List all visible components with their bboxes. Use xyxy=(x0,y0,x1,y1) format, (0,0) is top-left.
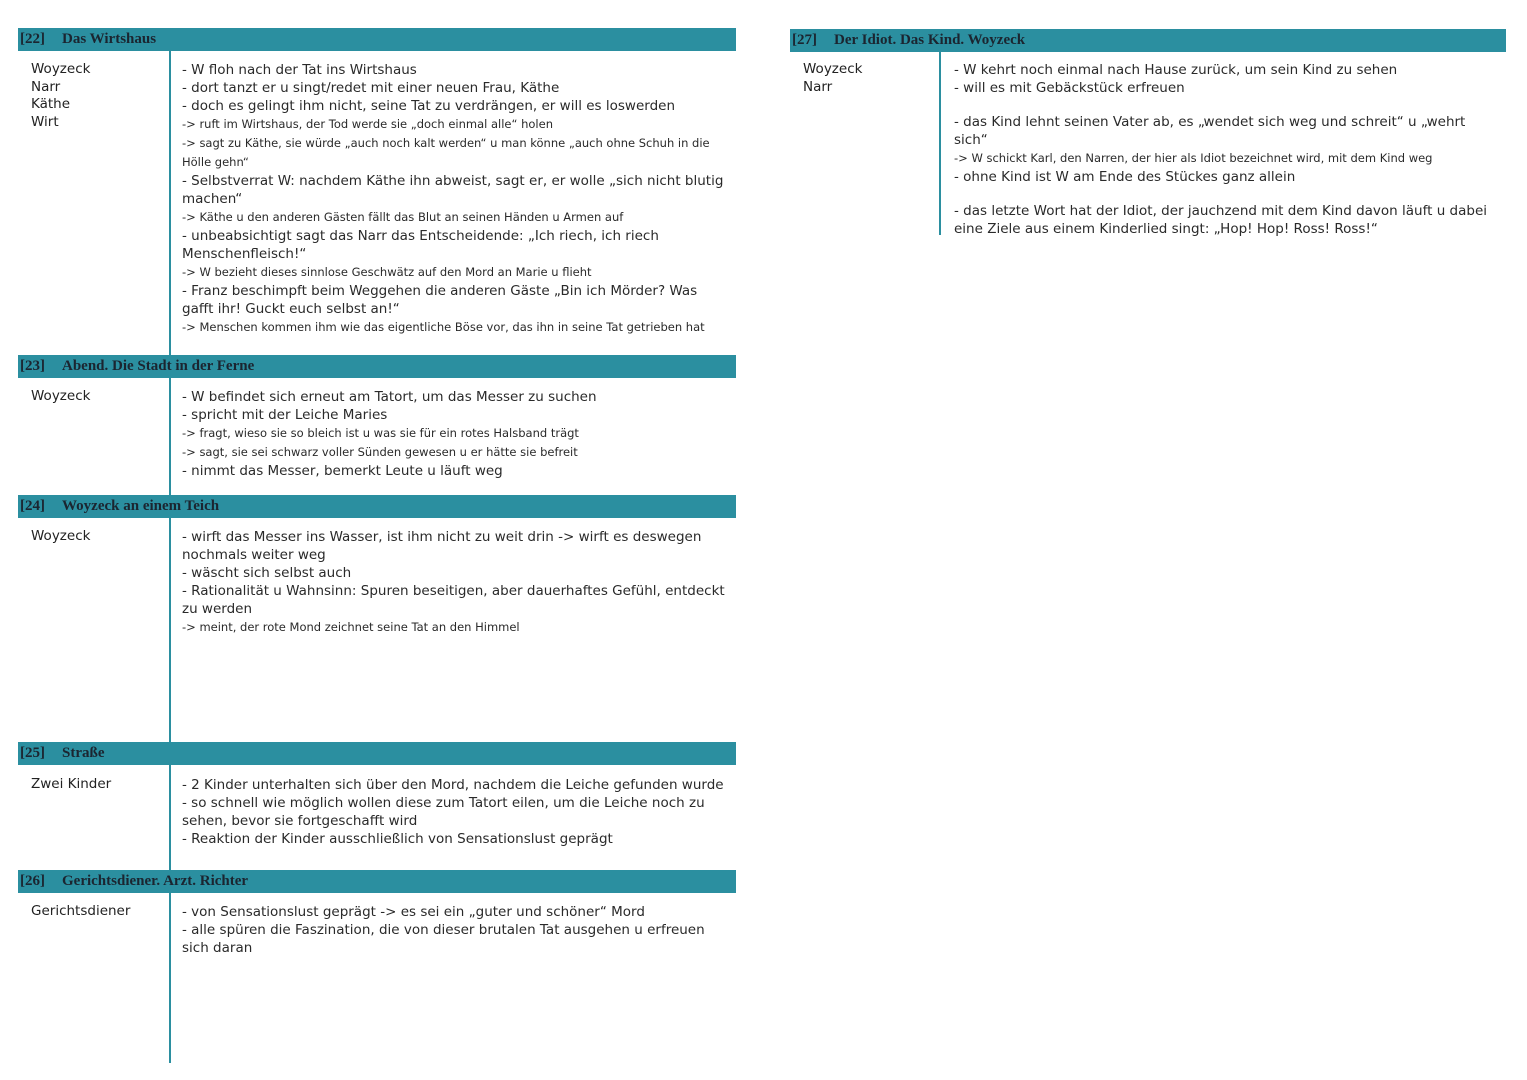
character: Narr xyxy=(31,78,61,95)
scene-number: [24] xyxy=(20,498,45,514)
note-line: - unbeabsichtigt sagt das Narr das Entscheidende: „Ich riech, ich riech xyxy=(182,228,659,244)
scene-title: Woyzeck an einem Teich xyxy=(62,498,220,514)
scene-title: Gerichtsdiener. Arzt. Richter xyxy=(62,873,249,889)
note-line: - will es mit Gebäckstück erfreuen xyxy=(954,80,1185,96)
note-subline: -> sagt zu Käthe, sie würde „auch noch kalt werden“ u man könne „auch ohne Schuh in die xyxy=(182,136,710,150)
character: Woyzeck xyxy=(31,61,91,77)
scene-27-header xyxy=(790,29,1506,52)
column-divider xyxy=(169,378,171,495)
note-line: - Rationalität u Wahnsinn: Spuren beseitigen, aber dauerhaftes Gefühl, entdeckt xyxy=(182,583,725,599)
column-divider xyxy=(939,52,941,235)
character: Woyzeck xyxy=(803,61,863,77)
scene-26-notes xyxy=(182,903,728,957)
note-subline: -> fragt, wieso sie so bleich ist u was sie für ein rotes Halsband trägt xyxy=(182,426,579,440)
note-line: - W floh nach der Tat ins Wirtshaus xyxy=(182,62,417,78)
note-line: gafft ihr! Guckt euch selbst an!“ xyxy=(182,301,400,317)
note-line: sehen, bevor sie fortgeschafft wird xyxy=(182,813,418,829)
column-divider xyxy=(169,51,171,355)
scene-22-characters xyxy=(31,61,171,131)
note-line: - von Sensationslust geprägt -> es sei ein „guter und schöner“ Mord xyxy=(182,904,645,920)
note-line: - wäscht sich selbst auch xyxy=(182,565,352,581)
scene-25-notes xyxy=(182,776,728,848)
spacer xyxy=(954,186,1498,202)
scene-27-characters xyxy=(803,61,943,96)
column-divider xyxy=(169,893,171,1063)
scene-title: Straße xyxy=(62,745,105,761)
scene-23-notes xyxy=(182,388,728,480)
character: Zwei Kinder xyxy=(31,776,112,792)
note-line: machen“ xyxy=(182,191,243,207)
scene-22-header xyxy=(18,28,736,51)
scene-number: [22] xyxy=(20,31,45,47)
scene-number: [25] xyxy=(20,745,45,761)
note-subline: -> W bezieht dieses sinnlose Geschwätz auf den Mord an Marie u flieht xyxy=(182,265,592,279)
scene-25-header xyxy=(18,742,736,765)
column-divider xyxy=(169,765,171,870)
note-line: - wirft das Messer ins Wasser, ist ihm nicht zu weit drin -> wirft es deswegen xyxy=(182,529,702,545)
scene-title: Der Idiot. Das Kind. Woyzeck xyxy=(834,32,1026,48)
note-subline: -> sagt, sie sei schwarz voller Sünden gewesen u er hätte sie befreit xyxy=(182,445,578,459)
note-line: nochmals weiter weg xyxy=(182,547,326,563)
note-subline: -> Menschen kommen ihm wie das eigentliche Böse vor, das ihn in seine Tat getrieben hat xyxy=(182,320,705,334)
note-line: - W befindet sich erneut am Tatort, um das Messer zu suchen xyxy=(182,389,597,405)
scene-number: [27] xyxy=(792,32,817,48)
note-line: - alle spüren die Faszination, die von dieser brutalen Tat ausgehen u erfreuen xyxy=(182,922,705,938)
note-line: - dort tanzt er u singt/redet mit einer neuen Frau, Käthe xyxy=(182,80,560,96)
column-divider xyxy=(169,518,171,742)
note-line: - W kehrt noch einmal nach Hause zurück, um sein Kind zu sehen xyxy=(954,62,1398,78)
note-line: - Selbstverrat W: nachdem Käthe ihn abweist, sagt er, er wolle „sich nicht blutig xyxy=(182,173,724,189)
note-line: sich daran xyxy=(182,940,253,956)
character: Gerichtsdiener xyxy=(31,903,131,919)
scene-24-header xyxy=(18,495,736,518)
note-subline: -> ruft im Wirtshaus, der Tod werde sie „doch einmal alle“ holen xyxy=(182,117,553,131)
scene-title: Abend. Die Stadt in der Ferne xyxy=(62,358,255,374)
scene-22-notes xyxy=(182,61,728,337)
note-line: - ohne Kind ist W am Ende des Stückes ganz allein xyxy=(954,169,1296,185)
note-line: - spricht mit der Leiche Maries xyxy=(182,407,388,423)
character: Wirt xyxy=(31,113,59,130)
character: Woyzeck xyxy=(31,528,91,544)
scene-number: [26] xyxy=(20,873,45,889)
character: Woyzeck xyxy=(31,388,91,404)
character: Narr xyxy=(803,78,833,95)
note-line: - Franz beschimpft beim Weggehen die anderen Gäste „Bin ich Mörder? Was xyxy=(182,283,698,299)
note-subline: -> Käthe u den anderen Gästen fällt das Blut an seinen Händen u Armen auf xyxy=(182,210,624,224)
spacer xyxy=(954,97,1498,113)
scene-24-characters xyxy=(31,528,171,546)
note-subline: -> W schickt Karl, den Narren, der hier als Idiot bezeichnet wird, mit dem Kind weg xyxy=(954,151,1433,165)
scene-27-notes xyxy=(954,61,1498,238)
note-line: - das Kind lehnt seinen Vater ab, es „wendet sich weg und schreit“ u „wehrt sich“ xyxy=(954,114,1466,148)
scene-25-characters xyxy=(31,776,171,794)
note-line: - doch es gelingt ihm nicht, seine Tat zu verdrängen, er will es loswerden xyxy=(182,98,676,114)
note-line: - nimmt das Messer, bemerkt Leute u läuft weg xyxy=(182,463,503,479)
scene-26-header xyxy=(18,870,736,893)
note-line: - Reaktion der Kinder ausschließlich von Sensationslust geprägt xyxy=(182,831,613,847)
character: Käthe xyxy=(31,96,71,112)
note-line: zu werden xyxy=(182,601,253,617)
note-subline: -> meint, der rote Mond zeichnet seine Tat an den Himmel xyxy=(182,620,520,634)
scene-title: Das Wirtshaus xyxy=(62,31,157,47)
scene-23-characters xyxy=(31,388,171,406)
note-line: - so schnell wie möglich wollen diese zum Tatort eilen, um die Leiche noch zu xyxy=(182,795,705,811)
scene-number: [23] xyxy=(20,358,45,374)
scene-24-notes xyxy=(182,528,728,637)
note-subline: Hölle gehn“ xyxy=(182,155,249,169)
note-line: eine Ziele aus einem Kinderlied singt: „Hop! Hop! Ross! Ross!“ xyxy=(954,221,1378,237)
scene-26-characters xyxy=(31,903,171,921)
scene-23-header xyxy=(18,355,736,378)
note-line: Menschenfleisch!“ xyxy=(182,246,307,262)
note-line: - das letzte Wort hat der Idiot, der jauchzend mit dem Kind davon läuft u dabei xyxy=(954,203,1488,219)
note-line: - 2 Kinder unterhalten sich über den Mord, nachdem die Leiche gefunden wurde xyxy=(182,777,724,793)
